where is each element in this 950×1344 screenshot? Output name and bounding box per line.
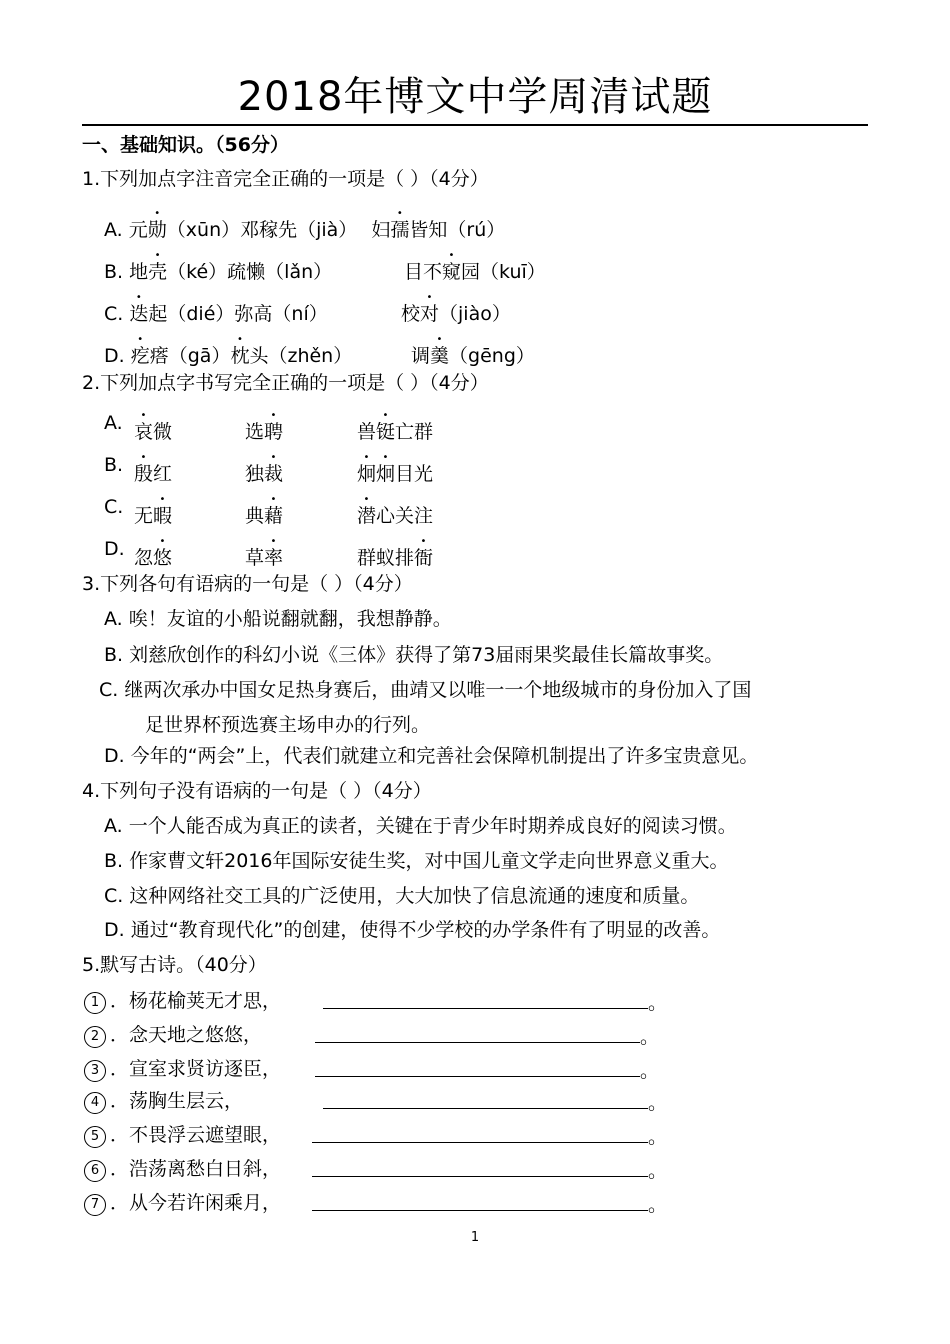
dotted-char: 迭 bbox=[129, 303, 149, 325]
poem-blank[interactable]: 。 bbox=[312, 1156, 667, 1184]
dotted-char: 裁 bbox=[264, 463, 284, 485]
answer-blank[interactable] bbox=[312, 1190, 648, 1211]
item-number: 4 bbox=[84, 1092, 106, 1114]
item-number: 5 bbox=[84, 1126, 106, 1148]
q3-option-c: C. 继两次承办中国女足热身赛后，曲靖又以唯一一个地级城市的身份加入了国 bbox=[99, 679, 752, 701]
dotted-char: 枕 bbox=[230, 345, 250, 367]
dotted-char: 暇 bbox=[153, 505, 173, 527]
poem-line: 6 ．浩荡离愁白日斜， bbox=[84, 1156, 281, 1182]
q1-option-c-right: 校对（jiào） bbox=[401, 303, 511, 325]
dotted-char: 潜 bbox=[357, 505, 377, 527]
dotted-char: 勋 bbox=[147, 219, 167, 241]
q3-option-b: B. 刘慈欣创作的科幻小说《三体》获得了第73届雨果奖最佳长篇故事奖。 bbox=[104, 644, 724, 666]
poem-line: 5 ．不畏浮云遮望眼， bbox=[84, 1122, 281, 1148]
dotted-char: 铤 bbox=[376, 421, 396, 443]
q4-option-d: D. 通过“教育现代化”的创建，使得不少学校的办学条件有了明显的改善。 bbox=[104, 919, 721, 941]
poem-blank[interactable]: 。 bbox=[312, 1190, 667, 1218]
dotted-char: 哀 bbox=[134, 421, 154, 443]
item-number: 7 bbox=[84, 1194, 106, 1216]
q4-option-a: A. 一个人能否成为真正的读者，关键在于青少年时期养成良好的阅读习惯。 bbox=[104, 815, 737, 837]
poem-blank[interactable]: 。 bbox=[323, 988, 667, 1016]
q2-option-c: C. 无暇 典藉 潜心关注 bbox=[104, 496, 434, 527]
q1-option-c: C. 迭起（dié）弥高（ní） bbox=[104, 303, 328, 325]
dotted-char: 羹 bbox=[430, 345, 450, 367]
q1-option-b: B. 地壳（ké）疏懒（lǎn） bbox=[104, 261, 333, 283]
dotted-char: 聘 bbox=[264, 421, 284, 443]
dotted-char: 率 bbox=[264, 547, 284, 569]
poem-line: 3 ．宣室求贤访逐臣， bbox=[84, 1056, 281, 1082]
answer-blank[interactable] bbox=[312, 1156, 648, 1177]
poem-blank[interactable]: 。 bbox=[312, 1122, 667, 1150]
q4-option-b: B. 作家曹文轩2016年国际安徒生奖，对中国儿童文学走向世界意义重大。 bbox=[104, 850, 729, 872]
item-number: 6 bbox=[84, 1160, 106, 1182]
q2-option-a: A. 哀微 选聘 兽铤亡群 bbox=[104, 412, 434, 443]
answer-blank[interactable] bbox=[315, 1022, 640, 1043]
poem-blank[interactable]: 。 bbox=[323, 1088, 667, 1116]
q1-option-b-right: 目不窥园（kuī） bbox=[404, 261, 546, 283]
dotted-char: 悠 bbox=[153, 547, 173, 569]
q2-stem: 2.下列加点字书写完全正确的一项是（ ）（4分） bbox=[82, 372, 489, 394]
q3-stem: 3.下列各句有语病的一句是（ ）（4分） bbox=[82, 573, 413, 595]
q1-option-d: D. 疙瘩（gā）枕头（zhěn） bbox=[104, 345, 353, 367]
item-number: 3 bbox=[84, 1060, 106, 1082]
section-heading: 一、基础知识。（56分） bbox=[82, 134, 289, 156]
q2-option-b: B. 殷红 独裁 炯炯目光 bbox=[104, 454, 434, 485]
dotted-char: 壳 bbox=[148, 261, 168, 283]
q2-option-d: D. 忽悠 草率 群蚁排衙 bbox=[104, 538, 434, 569]
dotted-char: 疙 bbox=[130, 345, 150, 367]
q1-stem: 1.下列加点字注音完全正确的一项是（ ）（4分） bbox=[82, 168, 489, 190]
dotted-char: 衙 bbox=[414, 547, 434, 569]
page-number: 1 bbox=[470, 1230, 480, 1245]
q3-option-d: D. 今年的“两会”上，代表们就建立和完善社会保障机制提出了许多宝贵意见。 bbox=[104, 745, 759, 767]
item-number: 1 bbox=[84, 992, 106, 1014]
answer-blank[interactable] bbox=[312, 1122, 648, 1143]
poem-blank[interactable]: 。 bbox=[315, 1056, 659, 1084]
q3-option-c-cont: 足世界杯预选赛主场申办的行列。 bbox=[145, 714, 431, 736]
q5-stem: 5.默写古诗。（40分） bbox=[82, 954, 267, 976]
answer-blank[interactable] bbox=[315, 1056, 640, 1077]
poem-line: 2 ．念天地之悠悠， bbox=[84, 1022, 262, 1048]
q4-option-c: C. 这种网络社交工具的广泛使用，大大加快了信息流通的速度和质量。 bbox=[104, 885, 700, 907]
q1-option-a: A. 元勋（xūn）邓稼先（jià） 妇孺皆知（rú） bbox=[104, 219, 506, 241]
poem-line: 1 ．杨花榆荚无才思， bbox=[84, 988, 281, 1014]
q1-option-d-right: 调羹（gēng） bbox=[411, 345, 535, 367]
answer-blank[interactable] bbox=[323, 1088, 648, 1109]
q3-option-a: A. 唉！友谊的小船说翻就翻，我想静静。 bbox=[104, 608, 452, 630]
answer-blank[interactable] bbox=[323, 988, 648, 1009]
poem-blank[interactable]: 。 bbox=[315, 1022, 659, 1050]
dotted-char: 殷 bbox=[134, 463, 154, 485]
page-title: 2018年博文中学周清试题 bbox=[237, 74, 713, 120]
dotted-char: 藉 bbox=[264, 505, 284, 527]
dotted-char: 窥 bbox=[442, 261, 462, 283]
poem-line: 4 ．荡胸生层云， bbox=[84, 1088, 243, 1114]
dotted-char: 孺 bbox=[390, 219, 410, 241]
title-underline bbox=[82, 124, 868, 126]
dotted-char: 对 bbox=[420, 303, 440, 325]
q4-stem: 4.下列句子没有语病的一句是（ ）（4分） bbox=[82, 780, 432, 802]
item-number: 2 bbox=[84, 1026, 106, 1048]
poem-line: 7 ．从今若许闲乘月， bbox=[84, 1190, 281, 1216]
dotted-char: 炯炯 bbox=[357, 463, 396, 485]
